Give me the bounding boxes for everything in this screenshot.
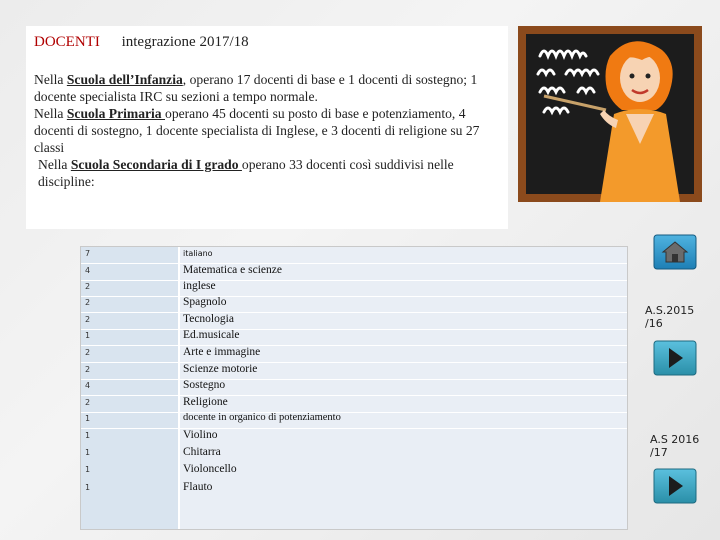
- row-count: 1: [85, 448, 91, 457]
- paragraph-infanzia: Nella Scuola dell’Infanzia, operano 17 docenti di base e 1 docenti di sostegno; 1 docente specialista IRC su sezioni a tempo normale.: [34, 72, 478, 104]
- row-count: 4: [85, 381, 91, 390]
- row-count: 2: [85, 348, 91, 357]
- row-count: 2: [85, 298, 91, 307]
- paragraph-primaria: Nella Scuola Primaria operano 45 docenti su posto di base e potenziamento, 4 docenti di sostegno, 1 docente specialista di Inglese, e 3 docenti di religione su 27 classi: [34, 106, 480, 155]
- chalkboard-icon: [514, 26, 706, 226]
- row-count: 2: [85, 282, 91, 291]
- row-subject: Scienze motorie: [183, 363, 258, 375]
- row-subject: Chitarra: [183, 446, 221, 458]
- row-subject: docente in organico di potenziamento: [183, 412, 341, 423]
- title-row: [34, 34, 500, 51]
- table-row: [81, 247, 627, 264]
- row-count: 1: [85, 431, 91, 440]
- row-subject: Violino: [183, 429, 218, 441]
- row-subject: Flauto: [183, 481, 213, 493]
- row-subject: inglese: [183, 280, 216, 292]
- table-row: [81, 313, 627, 330]
- table-row: [81, 264, 627, 281]
- table-row: [81, 412, 627, 429]
- table-row: [81, 463, 627, 479]
- row-count: 2: [85, 365, 91, 374]
- table-row: [81, 363, 627, 380]
- table-row: [81, 429, 627, 445]
- row-count: 1: [85, 483, 91, 492]
- paragraph-secondaria: Nella Scuola Secondaria di I grado operano 33 docenti così suddivisi nelle discipline:: [38, 157, 454, 189]
- table-row: [81, 446, 627, 462]
- description-card: [26, 26, 508, 229]
- link-primaria[interactable]: Scuola Primaria: [66, 106, 166, 121]
- row-subject: Arte e immagine: [183, 346, 261, 358]
- table-row: [81, 396, 627, 413]
- play-button-2016[interactable]: [653, 468, 697, 504]
- year-label-2016: A.S 2016 /17: [650, 433, 700, 459]
- row-subject: Religione: [183, 396, 228, 408]
- table-row: [81, 329, 627, 346]
- disciplines-table: [80, 246, 628, 530]
- row-subject: Spagnolo: [183, 296, 227, 308]
- row-count: 7: [85, 249, 91, 258]
- page-subtitle: integrazione 2017/18: [121, 34, 249, 50]
- link-infanzia[interactable]: Scuola dell’Infanzia: [66, 72, 183, 87]
- link-secondaria[interactable]: Scuola Secondaria di I grado: [70, 157, 242, 172]
- home-button[interactable]: [653, 234, 697, 270]
- row-subject: Matematica e scienze: [183, 264, 282, 276]
- table-row: [81, 481, 627, 497]
- table-row: [81, 296, 627, 313]
- row-count: 2: [85, 398, 91, 407]
- table-row: [81, 346, 627, 363]
- row-subject: Tecnologia: [183, 313, 234, 325]
- play-icon: [653, 468, 697, 504]
- row-subject: Violoncello: [183, 463, 237, 475]
- row-count: 4: [85, 266, 91, 275]
- table-row: [81, 280, 627, 297]
- play-button-2015[interactable]: [653, 340, 697, 376]
- row-count: 2: [85, 315, 91, 324]
- teacher-chalkboard-illustration: [514, 26, 706, 226]
- year-label-2015: A.S.2015 /16: [645, 304, 695, 330]
- row-subject: Ed.musicale: [183, 329, 240, 341]
- page-title: DOCENTI: [34, 34, 100, 50]
- row-count: 1: [85, 465, 91, 474]
- row-count: 1: [85, 414, 91, 423]
- row-count: 1: [85, 331, 91, 340]
- play-icon: [653, 340, 697, 376]
- home-icon: [653, 234, 697, 270]
- table-row: [81, 379, 627, 396]
- row-subject: Sostegno: [183, 379, 226, 391]
- row-subject: italiano: [183, 249, 213, 258]
